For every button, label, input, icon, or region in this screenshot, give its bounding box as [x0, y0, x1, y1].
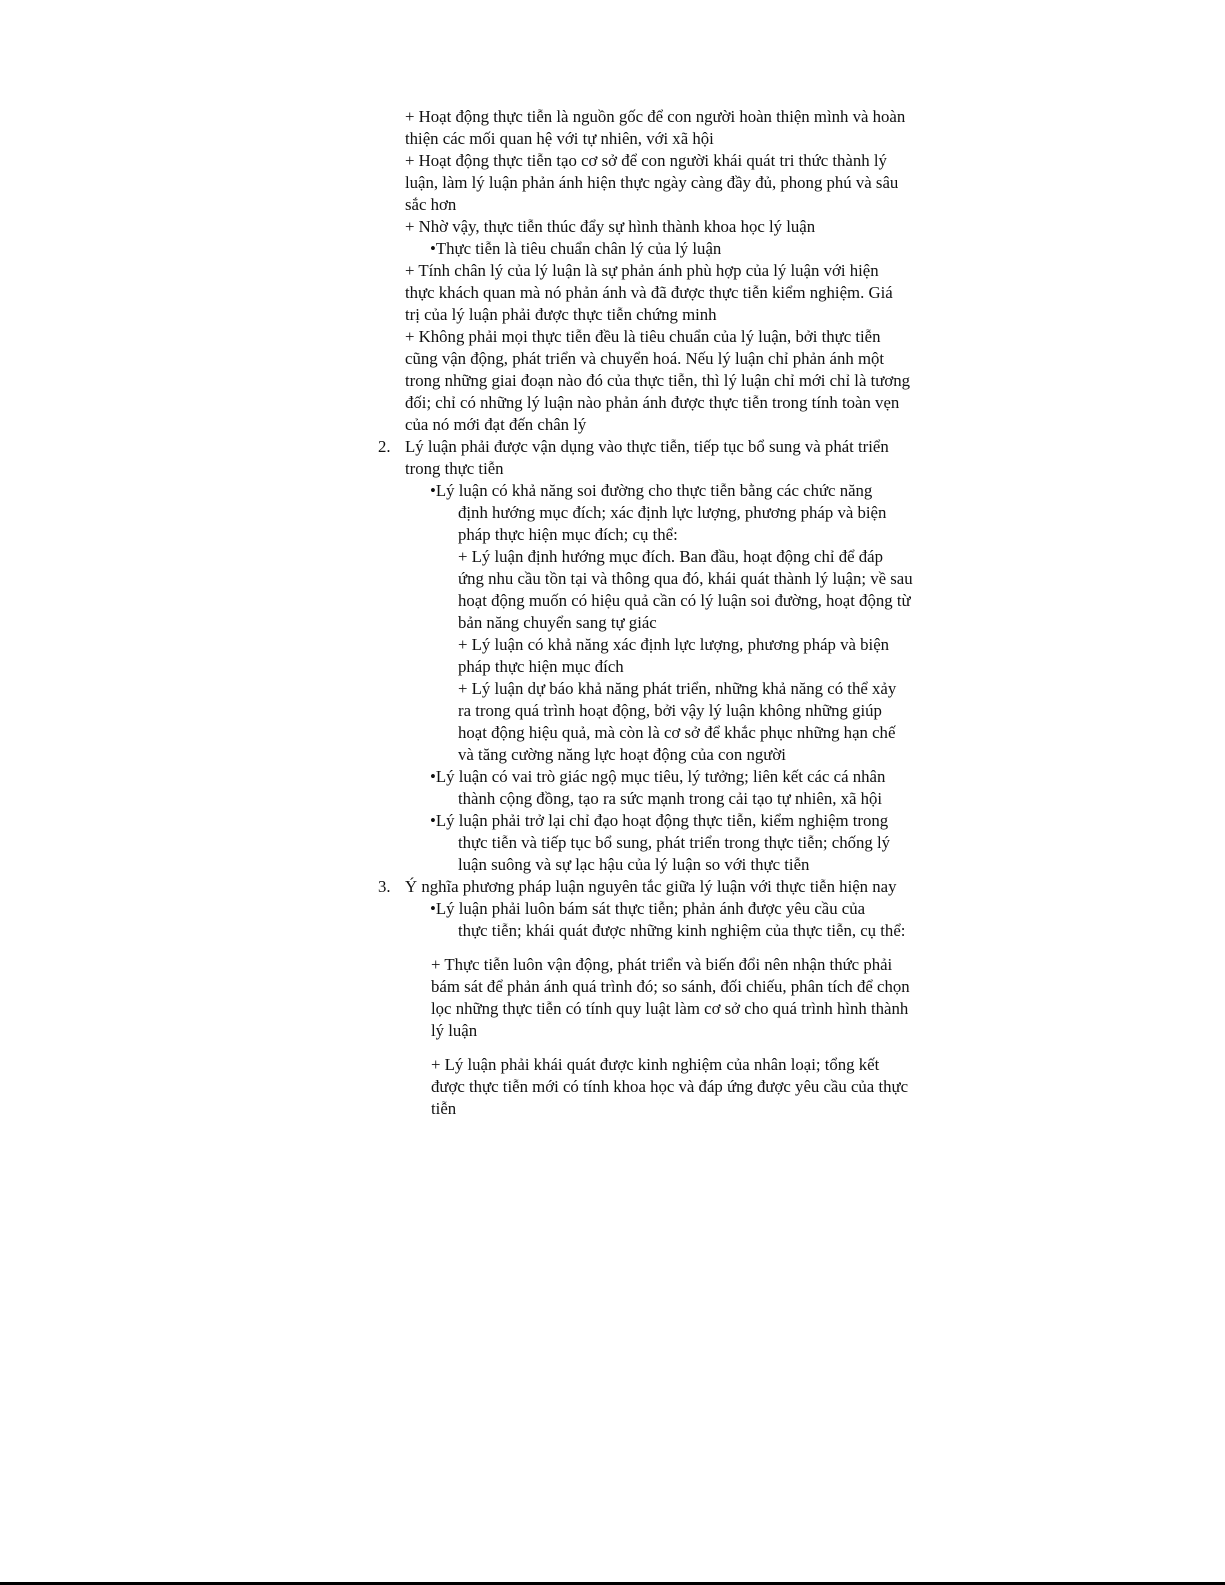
bullet-line: •Lý luận có khả năng soi đường cho thực tiễn bằng các chức năng [430, 481, 873, 500]
text-line: thực tiễn và tiếp tục bổ sung, phát triển trong thực tiễn; chống lý [458, 833, 891, 852]
text-line: hoạt động hiệu quả, mà còn là cơ sở để khắc phục những hạn chế [458, 723, 896, 742]
text-line: + Thực tiễn luôn vận động, phát triển và biến đổi nên nhận thức phải [431, 955, 893, 974]
text-line: lọc những thực tiễn có tính quy luật làm cơ sở cho quá trình hình thành [431, 999, 909, 1018]
text-line: bám sát để phản ánh quá trình đó; so sánh, đối chiếu, phân tích để chọn [431, 977, 910, 996]
bullet-line: •Lý luận phải trở lại chỉ đạo hoạt động thực tiễn, kiểm nghiệm trong [430, 811, 889, 830]
text-line: hoạt động muốn có hiệu quả cần có lý luận soi đường, hoạt động từ [458, 591, 911, 610]
text-line: của nó mới đạt đến chân lý [405, 415, 587, 434]
text-line: định hướng mục đích; xác định lực lượng, phương pháp và biện [458, 503, 887, 522]
list-item-text: Ý nghĩa phương pháp luận nguyên tắc giữa lý luận với thực tiễn hiện nay [405, 877, 897, 896]
text-line: lý luận [431, 1021, 478, 1040]
text-line: + Nhờ vậy, thực tiễn thúc đẩy sự hình thành khoa học lý luận [405, 217, 816, 236]
text-line: + Tính chân lý của lý luận là sự phản ánh phù hợp của lý luận với hiện [405, 261, 879, 280]
text-line: luận suông và sự lạc hậu của lý luận so với thực tiễn [458, 855, 810, 874]
text-line: được thực tiễn mới có tính khoa học và đáp ứng được yêu cầu của thực [431, 1077, 909, 1096]
text-line: + Lý luận phải khái quát được kinh nghiệm của nhân loại; tổng kết [431, 1055, 880, 1074]
text-line: và tăng cường năng lực hoạt động của con người [458, 745, 786, 764]
list-number: 2. [378, 437, 391, 456]
text-line: + Hoạt động thực tiễn là nguồn gốc để con người hoàn thiện mình và hoàn [405, 107, 906, 126]
text-line: + Không phải mọi thực tiễn đều là tiêu chuẩn của lý luận, bởi thực tiễn [405, 327, 881, 346]
text-line: thiện các mối quan hệ với tự nhiên, với xã hội [405, 129, 714, 148]
text-line: + Lý luận dự báo khả năng phát triển, những khả năng có thể xảy [458, 679, 897, 698]
text-line: trị của lý luận phải được thực tiễn chứng minh [405, 305, 717, 324]
text-line: thành cộng đồng, tạo ra sức mạnh trong cải tạo tự nhiên, xã hội [458, 789, 883, 808]
bullet-line: •Lý luận có vai trò giác ngộ mục tiêu, lý tưởng; liên kết các cá nhân [430, 767, 886, 786]
list-item-text: trong thực tiễn [405, 459, 504, 478]
text-line: sắc hơn [405, 195, 457, 214]
list-item-text: Lý luận phải được vận dụng vào thực tiễn, tiếp tục bổ sung và phát triển [405, 437, 889, 456]
text-line: pháp thực hiện mục đích; cụ thể: [458, 525, 678, 544]
text-line: cũng vận động, phát triển và chuyển hoá. Nếu lý luận chỉ phản ánh một [405, 349, 885, 368]
text-line: ra trong quá trình hoạt động, bởi vậy lý luận không những giúp [458, 701, 882, 720]
text-line: + Lý luận định hướng mục đích. Ban đầu, hoạt động chỉ để đáp [458, 547, 883, 566]
text-line: ứng nhu cầu tồn tại và thông qua đó, khái quát thành lý luận; về sau [458, 569, 913, 588]
text-line: bản năng chuyển sang tự giác [458, 613, 657, 632]
text-line: + Hoạt động thực tiễn tạo cơ sở để con người khái quát tri thức thành lý [405, 151, 887, 170]
text-line: đối; chỉ có những lý luận nào phản ánh được thực tiễn trong tính toàn vẹn [405, 393, 900, 412]
text-line: thực tiễn; khái quát được những kinh nghiệm của thực tiễn, cụ thể: [458, 921, 906, 940]
list-number: 3. [378, 877, 391, 896]
bullet-line: •Thực tiễn là tiêu chuẩn chân lý của lý luận [430, 239, 722, 258]
text-line: tiễn [431, 1099, 457, 1118]
text-line: trong những giai đoạn nào đó của thực tiễn, thì lý luận chỉ mới chỉ là tương [405, 371, 911, 390]
bullet-line: •Lý luận phải luôn bám sát thực tiễn; phản ánh được yêu cầu của [430, 899, 866, 918]
text-line: + Lý luận có khả năng xác định lực lượng, phương pháp và biện [458, 635, 890, 654]
text-line: luận, làm lý luận phản ánh hiện thực ngày càng đầy đủ, phong phú và sâu [405, 173, 899, 192]
text-line: thực khách quan mà nó phản ánh và đã được thực tiễn kiểm nghiệm. Giá [405, 283, 893, 302]
text-line: pháp thực hiện mục đích [458, 657, 624, 676]
